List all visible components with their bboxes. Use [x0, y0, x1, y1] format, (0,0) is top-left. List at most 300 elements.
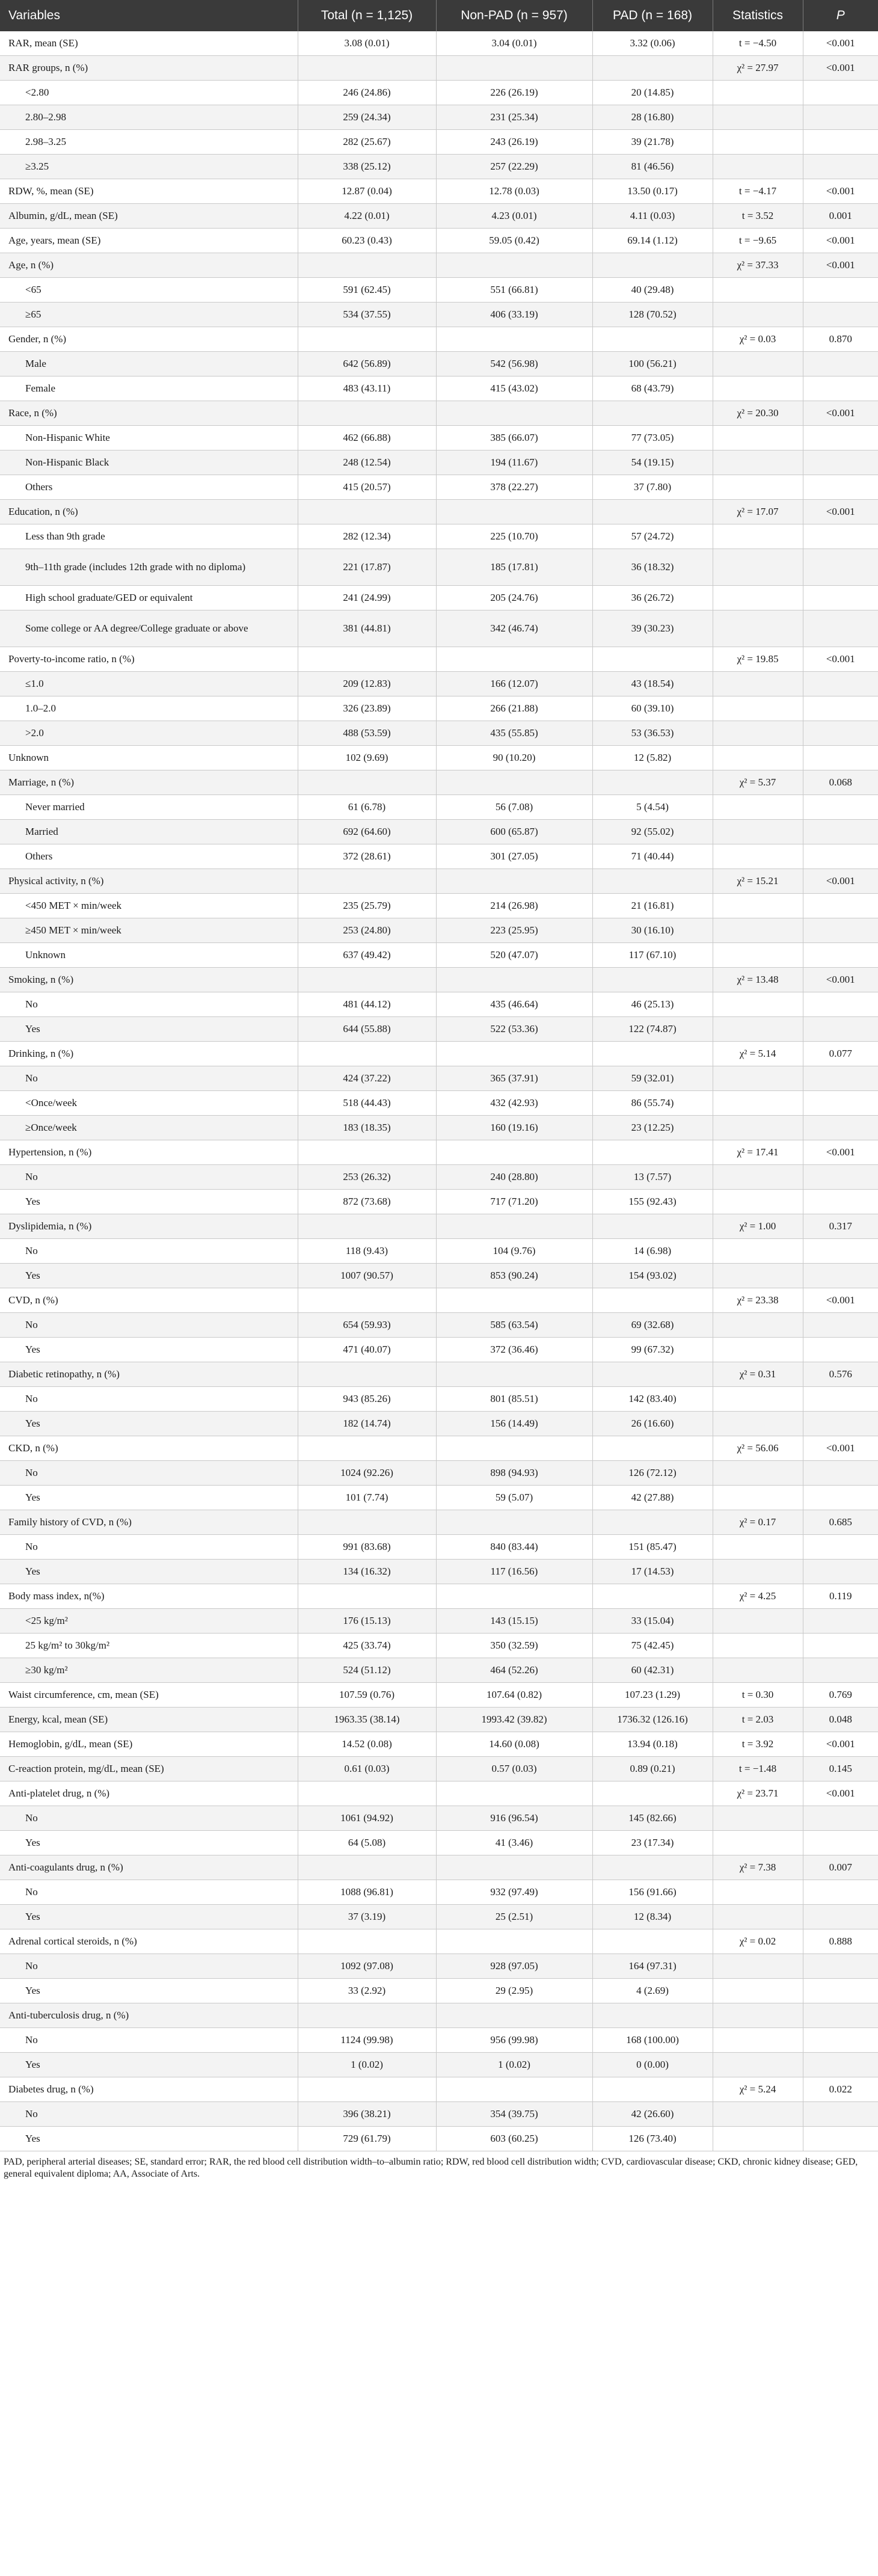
cell-non-pad: 301 (27.05) — [436, 844, 592, 869]
cell-variable: Some college or AA degree/College graduate or above — [0, 610, 298, 647]
cell-total — [298, 968, 436, 992]
cell-non-pad — [436, 500, 592, 524]
cell-non-pad: 56 (7.08) — [436, 795, 592, 820]
cell-variable: Physical activity, n (%) — [0, 869, 298, 894]
cell-statistics — [713, 278, 803, 303]
cell-non-pad — [436, 869, 592, 894]
table-row — [0, 1979, 878, 2003]
table-row — [0, 1634, 878, 1658]
cell-variable: 2.80–2.98 — [0, 105, 298, 130]
cell-p-value: <0.001 — [803, 647, 878, 672]
cell-statistics — [713, 1954, 803, 1979]
cell-pad — [592, 1855, 713, 1880]
cell-statistics: χ² = 17.07 — [713, 500, 803, 524]
cell-non-pad: 585 (63.54) — [436, 1313, 592, 1338]
cell-pad: 164 (97.31) — [592, 1954, 713, 1979]
cell-total — [298, 1042, 436, 1066]
cell-statistics — [713, 820, 803, 844]
cell-pad: 23 (12.25) — [592, 1116, 713, 1140]
cell-total: 729 (61.79) — [298, 2127, 436, 2151]
cell-statistics — [713, 1239, 803, 1264]
cell-non-pad: 415 (43.02) — [436, 377, 592, 401]
cell-p-value — [803, 475, 878, 500]
cell-pad: 128 (70.52) — [592, 303, 713, 327]
cell-p-value — [803, 1609, 878, 1634]
cell-p-value: <0.001 — [803, 56, 878, 81]
cell-statistics — [713, 1091, 803, 1116]
table-row — [0, 179, 878, 204]
cell-variable: Yes — [0, 2053, 298, 2077]
cell-p-value — [803, 1190, 878, 1214]
cell-pad — [592, 869, 713, 894]
cell-statistics — [713, 81, 803, 105]
cell-non-pad — [436, 968, 592, 992]
table-body — [0, 31, 878, 2151]
cell-pad — [592, 2003, 713, 2028]
table-row — [0, 1732, 878, 1757]
cell-pad — [592, 1140, 713, 1165]
cell-pad — [592, 2077, 713, 2102]
cell-p-value: 0.576 — [803, 1362, 878, 1387]
cell-p-value — [803, 524, 878, 549]
cell-non-pad — [436, 647, 592, 672]
cell-pad: 0.89 (0.21) — [592, 1757, 713, 1781]
cell-total — [298, 1929, 436, 1954]
cell-p-value — [803, 1066, 878, 1091]
table-row — [0, 2028, 878, 2053]
cell-variable: Female — [0, 377, 298, 401]
table-row — [0, 1165, 878, 1190]
cell-pad: 154 (93.02) — [592, 1264, 713, 1288]
cell-variable: Yes — [0, 1979, 298, 2003]
table-row — [0, 1658, 878, 1683]
table-row — [0, 1091, 878, 1116]
table-row — [0, 1683, 878, 1708]
cell-variable: Non-Hispanic Black — [0, 450, 298, 475]
cell-statistics: χ² = 7.38 — [713, 1855, 803, 1880]
cell-p-value — [803, 1165, 878, 1190]
cell-variable: Adrenal cortical steroids, n (%) — [0, 1929, 298, 1954]
cell-pad: 75 (42.45) — [592, 1634, 713, 1658]
table-row — [0, 1387, 878, 1412]
cell-total: 14.52 (0.08) — [298, 1732, 436, 1757]
cell-pad: 30 (16.10) — [592, 918, 713, 943]
table-row — [0, 401, 878, 426]
cell-variable: Never married — [0, 795, 298, 820]
cell-pad: 69.14 (1.12) — [592, 229, 713, 253]
cell-statistics — [713, 918, 803, 943]
cell-pad: 60 (39.10) — [592, 696, 713, 721]
cell-non-pad: 928 (97.05) — [436, 1954, 592, 1979]
cell-p-value — [803, 586, 878, 610]
cell-p-value — [803, 943, 878, 968]
cell-variable: Body mass index, n(%) — [0, 1584, 298, 1609]
cell-pad: 14 (6.98) — [592, 1239, 713, 1264]
cell-p-value: <0.001 — [803, 179, 878, 204]
cell-pad — [592, 1510, 713, 1535]
cell-statistics: χ² = 4.25 — [713, 1584, 803, 1609]
cell-variable: <65 — [0, 278, 298, 303]
cell-p-value — [803, 992, 878, 1017]
cell-statistics: χ² = 37.33 — [713, 253, 803, 278]
cell-statistics: χ² = 0.31 — [713, 1362, 803, 1387]
table-row — [0, 1436, 878, 1461]
cell-p-value — [803, 1486, 878, 1510]
cell-pad — [592, 1781, 713, 1806]
cell-non-pad: 107.64 (0.82) — [436, 1683, 592, 1708]
cell-statistics — [713, 303, 803, 327]
cell-p-value — [803, 844, 878, 869]
cell-total — [298, 2003, 436, 2028]
cell-non-pad: 223 (25.95) — [436, 918, 592, 943]
table-row — [0, 1708, 878, 1732]
cell-variable: Age, n (%) — [0, 253, 298, 278]
cell-non-pad: 25 (2.51) — [436, 1905, 592, 1929]
cell-total: 182 (14.74) — [298, 1412, 436, 1436]
cell-variable: Less than 9th grade — [0, 524, 298, 549]
table-row — [0, 918, 878, 943]
cell-p-value — [803, 278, 878, 303]
cell-non-pad: 185 (17.81) — [436, 549, 592, 586]
cell-p-value: <0.001 — [803, 500, 878, 524]
cell-total — [298, 1584, 436, 1609]
cell-pad: 4 (2.69) — [592, 1979, 713, 2003]
cell-variable: ≥3.25 — [0, 155, 298, 179]
cell-variable: No — [0, 1461, 298, 1486]
cell-p-value — [803, 696, 878, 721]
cell-pad: 4.11 (0.03) — [592, 204, 713, 229]
cell-pad: 33 (15.04) — [592, 1609, 713, 1634]
cell-variable: 25 kg/m² to 30kg/m² — [0, 1634, 298, 1658]
cell-non-pad: 435 (55.85) — [436, 721, 592, 746]
cell-statistics: χ² = 17.41 — [713, 1140, 803, 1165]
cell-variable: Albumin, g/dL, mean (SE) — [0, 204, 298, 229]
cell-non-pad — [436, 1781, 592, 1806]
cell-total — [298, 1781, 436, 1806]
cell-variable: No — [0, 1165, 298, 1190]
cell-p-value: 0.007 — [803, 1855, 878, 1880]
table-row — [0, 1338, 878, 1362]
cell-variable: Others — [0, 844, 298, 869]
cell-pad — [592, 327, 713, 352]
cell-statistics — [713, 2102, 803, 2127]
cell-pad: 99 (67.32) — [592, 1338, 713, 1362]
table-row — [0, 204, 878, 229]
cell-total: 872 (73.68) — [298, 1190, 436, 1214]
cell-non-pad — [436, 1436, 592, 1461]
cell-variable: No — [0, 2028, 298, 2053]
table-row — [0, 426, 878, 450]
cell-total: 381 (44.81) — [298, 610, 436, 647]
cell-variable: No — [0, 1806, 298, 1831]
table-row — [0, 1609, 878, 1634]
cell-pad: 23 (17.34) — [592, 1831, 713, 1855]
cell-pad: 42 (26.60) — [592, 2102, 713, 2127]
header-pad: PAD (n = 168) — [592, 0, 713, 31]
cell-p-value — [803, 1239, 878, 1264]
cell-statistics: χ² = 1.00 — [713, 1214, 803, 1239]
cell-variable: No — [0, 1066, 298, 1091]
cell-total: 488 (53.59) — [298, 721, 436, 746]
cell-variable: CVD, n (%) — [0, 1288, 298, 1313]
cell-pad: 71 (40.44) — [592, 844, 713, 869]
cell-non-pad: 350 (32.59) — [436, 1634, 592, 1658]
cell-statistics: χ² = 13.48 — [713, 968, 803, 992]
cell-non-pad: 156 (14.49) — [436, 1412, 592, 1436]
table-row — [0, 327, 878, 352]
cell-total — [298, 500, 436, 524]
cell-total: 176 (15.13) — [298, 1609, 436, 1634]
cell-variable: Dyslipidemia, n (%) — [0, 1214, 298, 1239]
cell-variable: Poverty-to-income ratio, n (%) — [0, 647, 298, 672]
table-row — [0, 81, 878, 105]
table-row — [0, 2053, 878, 2077]
cell-p-value — [803, 2003, 878, 2028]
cell-pad: 17 (14.53) — [592, 1560, 713, 1584]
cell-total: 518 (44.43) — [298, 1091, 436, 1116]
cell-total — [298, 1140, 436, 1165]
cell-variable: Yes — [0, 2127, 298, 2151]
cell-p-value — [803, 1387, 878, 1412]
table-row — [0, 1461, 878, 1486]
cell-statistics — [713, 549, 803, 586]
cell-non-pad — [436, 1510, 592, 1535]
cell-pad: 86 (55.74) — [592, 1091, 713, 1116]
header-non-pad: Non-PAD (n = 957) — [436, 0, 592, 31]
table-row — [0, 1412, 878, 1436]
cell-p-value — [803, 377, 878, 401]
cell-p-value — [803, 105, 878, 130]
cell-variable: No — [0, 992, 298, 1017]
cell-variable: Anti-platelet drug, n (%) — [0, 1781, 298, 1806]
cell-variable: Unknown — [0, 943, 298, 968]
cell-non-pad: 14.60 (0.08) — [436, 1732, 592, 1757]
cell-p-value: 0.888 — [803, 1929, 878, 1954]
header-p-value: P — [803, 0, 878, 31]
cell-p-value: 0.769 — [803, 1683, 878, 1708]
cell-total: 425 (33.74) — [298, 1634, 436, 1658]
cell-non-pad: 41 (3.46) — [436, 1831, 592, 1855]
cell-statistics — [713, 1116, 803, 1140]
cell-total: 534 (37.55) — [298, 303, 436, 327]
cell-p-value — [803, 2028, 878, 2053]
cell-statistics — [713, 1609, 803, 1634]
cell-statistics — [713, 1387, 803, 1412]
table-row — [0, 1880, 878, 1905]
cell-statistics: t = 0.30 — [713, 1683, 803, 1708]
cell-pad: 126 (72.12) — [592, 1461, 713, 1486]
cell-variable: Anti-coagulants drug, n (%) — [0, 1855, 298, 1880]
cell-statistics: χ² = 15.21 — [713, 869, 803, 894]
cell-p-value — [803, 1264, 878, 1288]
cell-variable: RAR groups, n (%) — [0, 56, 298, 81]
cell-non-pad: 160 (19.16) — [436, 1116, 592, 1140]
cell-non-pad: 29 (2.95) — [436, 1979, 592, 2003]
cell-non-pad — [436, 56, 592, 81]
cell-total: 524 (51.12) — [298, 1658, 436, 1683]
cell-non-pad: 3.04 (0.01) — [436, 31, 592, 56]
cell-variable: Age, years, mean (SE) — [0, 229, 298, 253]
cell-total — [298, 1214, 436, 1239]
cell-pad — [592, 770, 713, 795]
cell-statistics — [713, 1461, 803, 1486]
table-row — [0, 586, 878, 610]
cell-statistics — [713, 426, 803, 450]
table-row — [0, 1510, 878, 1535]
cell-total: 1963.35 (38.14) — [298, 1708, 436, 1732]
cell-pad: 77 (73.05) — [592, 426, 713, 450]
cell-non-pad — [436, 2003, 592, 2028]
cell-non-pad: 243 (26.19) — [436, 130, 592, 155]
table-row — [0, 352, 878, 377]
table-row — [0, 943, 878, 968]
cell-pad: 5 (4.54) — [592, 795, 713, 820]
cell-p-value — [803, 610, 878, 647]
table-row — [0, 1535, 878, 1560]
cell-variable: C-reaction protein, mg/dL, mean (SE) — [0, 1757, 298, 1781]
cell-statistics — [713, 696, 803, 721]
cell-non-pad: 406 (33.19) — [436, 303, 592, 327]
cell-p-value — [803, 1880, 878, 1905]
cell-non-pad: 225 (10.70) — [436, 524, 592, 549]
cell-variable: Marriage, n (%) — [0, 770, 298, 795]
cell-statistics: t = 2.03 — [713, 1708, 803, 1732]
cell-non-pad: 956 (99.98) — [436, 2028, 592, 2053]
cell-p-value: <0.001 — [803, 1288, 878, 1313]
cell-pad — [592, 1214, 713, 1239]
cell-statistics — [713, 1264, 803, 1288]
cell-pad: 12 (5.82) — [592, 746, 713, 770]
cell-variable: No — [0, 1387, 298, 1412]
cell-total: 1124 (99.98) — [298, 2028, 436, 2053]
cell-total: 1092 (97.08) — [298, 1954, 436, 1979]
table-row — [0, 721, 878, 746]
cell-pad: 36 (26.72) — [592, 586, 713, 610]
cell-variable: Yes — [0, 1831, 298, 1855]
table-row — [0, 647, 878, 672]
cell-pad: 43 (18.54) — [592, 672, 713, 696]
cell-pad: 13.94 (0.18) — [592, 1732, 713, 1757]
cell-non-pad: 551 (66.81) — [436, 278, 592, 303]
cell-p-value: <0.001 — [803, 1732, 878, 1757]
cell-pad: 69 (32.68) — [592, 1313, 713, 1338]
cell-p-value — [803, 1116, 878, 1140]
cell-statistics — [713, 2028, 803, 2053]
cell-total: 642 (56.89) — [298, 352, 436, 377]
cell-p-value — [803, 894, 878, 918]
cell-total: 101 (7.74) — [298, 1486, 436, 1510]
cell-non-pad: 542 (56.98) — [436, 352, 592, 377]
cell-non-pad: 194 (11.67) — [436, 450, 592, 475]
cell-total: 61 (6.78) — [298, 795, 436, 820]
cell-pad: 39 (21.78) — [592, 130, 713, 155]
cell-statistics — [713, 475, 803, 500]
cell-statistics — [713, 1066, 803, 1091]
cell-total: 415 (20.57) — [298, 475, 436, 500]
table-row — [0, 2077, 878, 2102]
cell-statistics — [713, 943, 803, 968]
cell-pad: 3.32 (0.06) — [592, 31, 713, 56]
cell-pad: 155 (92.43) — [592, 1190, 713, 1214]
cell-total: 118 (9.43) — [298, 1239, 436, 1264]
cell-p-value: 0.317 — [803, 1214, 878, 1239]
cell-pad: 26 (16.60) — [592, 1412, 713, 1436]
table-row — [0, 1288, 878, 1313]
table-row — [0, 1042, 878, 1066]
table-row — [0, 746, 878, 770]
cell-statistics: t = 3.92 — [713, 1732, 803, 1757]
table-row — [0, 2127, 878, 2151]
cell-statistics: χ² = 0.17 — [713, 1510, 803, 1535]
cell-p-value — [803, 1831, 878, 1855]
cell-pad: 60 (42.31) — [592, 1658, 713, 1683]
cell-statistics — [713, 1634, 803, 1658]
cell-statistics — [713, 155, 803, 179]
cell-statistics — [713, 992, 803, 1017]
cell-statistics: χ² = 0.03 — [713, 327, 803, 352]
cell-non-pad: 365 (37.91) — [436, 1066, 592, 1091]
cell-non-pad: 354 (39.75) — [436, 2102, 592, 2127]
table-row — [0, 1017, 878, 1042]
cell-variable: Hemoglobin, g/dL, mean (SE) — [0, 1732, 298, 1757]
cell-p-value — [803, 155, 878, 179]
cell-non-pad: 435 (46.64) — [436, 992, 592, 1017]
table-row — [0, 1929, 878, 1954]
table-row — [0, 500, 878, 524]
cell-p-value: 0.685 — [803, 1510, 878, 1535]
cell-statistics — [713, 1338, 803, 1362]
cell-pad: 0 (0.00) — [592, 2053, 713, 2077]
cell-total: 1007 (90.57) — [298, 1264, 436, 1288]
table-row — [0, 105, 878, 130]
cell-pad — [592, 1362, 713, 1387]
cell-non-pad: 266 (21.88) — [436, 696, 592, 721]
cell-variable: Male — [0, 352, 298, 377]
cell-pad — [592, 1288, 713, 1313]
table-row — [0, 2003, 878, 2028]
cell-p-value: <0.001 — [803, 253, 878, 278]
cell-statistics — [713, 672, 803, 696]
cell-statistics: χ² = 23.38 — [713, 1288, 803, 1313]
cell-p-value — [803, 2127, 878, 2151]
cell-variable: Yes — [0, 1017, 298, 1042]
cell-total — [298, 1855, 436, 1880]
cell-statistics — [713, 352, 803, 377]
cell-pad — [592, 56, 713, 81]
cell-statistics — [713, 1486, 803, 1510]
cell-total: 282 (12.34) — [298, 524, 436, 549]
cell-statistics — [713, 1017, 803, 1042]
cell-p-value — [803, 746, 878, 770]
cell-non-pad: 0.57 (0.03) — [436, 1757, 592, 1781]
cell-non-pad: 522 (53.36) — [436, 1017, 592, 1042]
cell-pad: 100 (56.21) — [592, 352, 713, 377]
cell-pad — [592, 647, 713, 672]
cell-non-pad: 385 (66.07) — [436, 426, 592, 450]
cell-statistics — [713, 1905, 803, 1929]
cell-pad: 28 (16.80) — [592, 105, 713, 130]
cell-total: 0.61 (0.03) — [298, 1757, 436, 1781]
cell-statistics: χ² = 20.30 — [713, 401, 803, 426]
cell-non-pad — [436, 2077, 592, 2102]
cell-total: 246 (24.86) — [298, 81, 436, 105]
table-row — [0, 610, 878, 647]
cell-variable: Family history of CVD, n (%) — [0, 1510, 298, 1535]
cell-total: 483 (43.11) — [298, 377, 436, 401]
cell-variable: No — [0, 1535, 298, 1560]
cell-total: 12.87 (0.04) — [298, 179, 436, 204]
cell-total — [298, 253, 436, 278]
